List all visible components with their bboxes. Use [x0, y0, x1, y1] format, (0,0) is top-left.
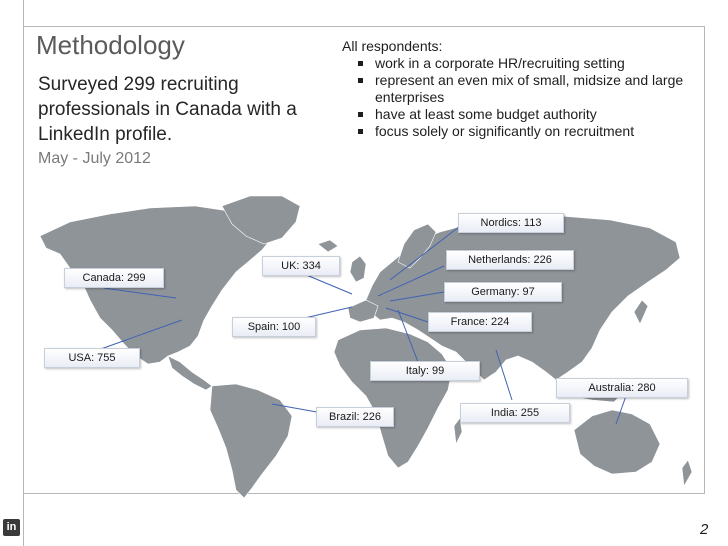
linkedin-logo-icon: in: [3, 519, 20, 536]
africa-shape: [334, 328, 452, 468]
respondents-heading: All respondents:: [342, 38, 443, 54]
callout-italy: Italy: 99: [370, 361, 480, 381]
callout-brazil: Brazil: 226: [316, 407, 394, 427]
callout-canada: Canada: 299: [64, 268, 164, 288]
callout-spain: Spain: 100: [232, 317, 316, 337]
uk-shape: [350, 256, 366, 282]
callout-germany: Germany: 97: [444, 282, 562, 302]
leader-line-uk: [304, 274, 352, 294]
page-number: 2: [700, 521, 709, 538]
new-zealand-shape: [682, 460, 692, 486]
callout-india: India: 255: [460, 403, 570, 423]
page-title: Methodology: [36, 30, 185, 60]
callout-france: France: 224: [428, 312, 532, 332]
respondent-bullet: focus solely or significantly on recruitment: [342, 123, 702, 140]
australia-shape: [574, 410, 660, 474]
respondent-bullet: represent an even mix of small, midsize and large enterprises: [342, 72, 702, 106]
callout-uk: UK: 334: [262, 256, 340, 276]
central-america-shape: [168, 356, 212, 390]
callout-usa: USA: 755: [44, 348, 140, 368]
survey-date: May - July 2012: [38, 150, 151, 167]
south-america-shape: [210, 384, 292, 498]
callout-nordics: Nordics: 113: [458, 213, 564, 233]
callout-netherlands: Netherlands: 226: [446, 250, 574, 270]
respondent-bullet: have at least some budget authority: [342, 106, 702, 123]
callout-australia: Australia: 280: [556, 378, 688, 398]
japan-shape: [634, 300, 648, 324]
iceland-shape: [318, 240, 338, 252]
continents: [40, 196, 692, 498]
survey-headline: Surveyed 299 recruiting professionals in Canada with a LinkedIn profile.: [38, 74, 297, 145]
respondent-bullet: work in a corporate HR/recruiting setting: [342, 55, 702, 72]
